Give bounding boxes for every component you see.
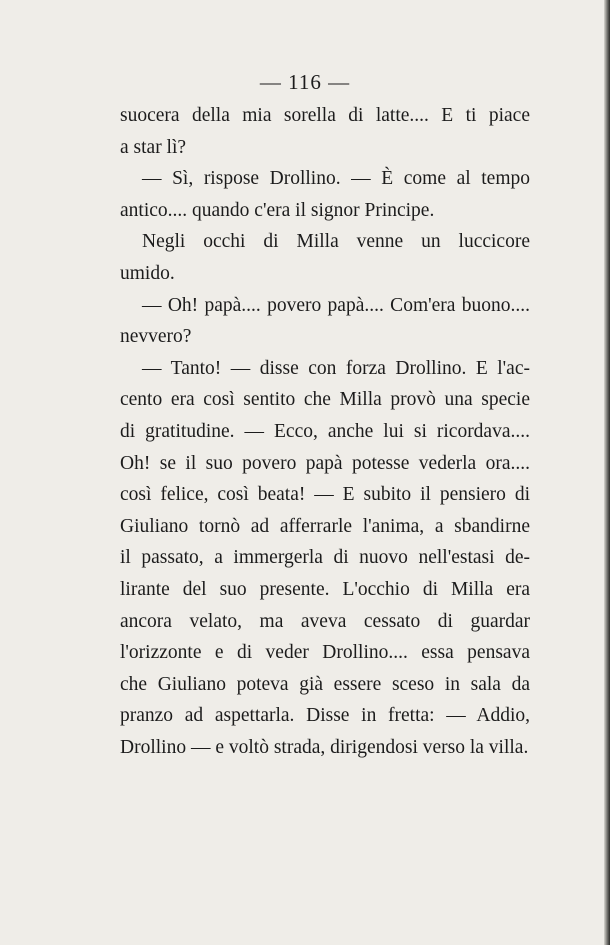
text-line-19: che Giuliano poteva già essere sceso in sala da bbox=[120, 673, 530, 695]
text-line-13: così felice, così beata! — E subito il pensiero di bbox=[120, 484, 530, 506]
text-line-15: il passato, a immergerla di nuovo nell'estasi de- bbox=[120, 547, 530, 569]
page-binding-edge bbox=[604, 0, 610, 945]
text-line-9: — Tanto! — disse con forza Drollino. E l'ac- bbox=[142, 357, 530, 379]
page-number-header: — 116 — bbox=[259, 70, 351, 94]
text-line-5: Negli occhi di Milla venne un luccicore bbox=[142, 231, 530, 253]
text-line-12: Oh! se il suo povero papà potesse vederla ora.... bbox=[120, 452, 530, 474]
text-line-16: lirante del suo presente. L'occhio di Milla era bbox=[120, 578, 530, 600]
text-line-6: umido. bbox=[120, 262, 175, 284]
text-line-2: a star lì? bbox=[120, 136, 187, 158]
text-line-17: ancora velato, ma aveva cessato di guardar bbox=[120, 610, 530, 632]
text-line-21: Drollino — e voltò strada, dirigendosi verso la villa. bbox=[120, 736, 529, 758]
text-line-20: pranzo ad aspettarla. Disse in fretta: — Addio, bbox=[120, 705, 530, 727]
text-line-10: cento era così sentito che Milla provò una specie bbox=[120, 389, 530, 411]
text-line-18: l'orizzonte e di veder Drollino.... essa pensava bbox=[120, 642, 530, 664]
text-line-8: nevvero? bbox=[120, 326, 192, 348]
text-line-1: suocera della mia sorella di latte.... E ti piace bbox=[120, 105, 530, 126]
text-line-11: di gratitudine. — Ecco, anche lui si ricordava.... bbox=[120, 420, 530, 442]
text-line-3: — Sì, rispose Drollino. — È come al tempo bbox=[142, 168, 530, 190]
text-line-7: — Oh! papà.... povero papà.... Com'era buono.... bbox=[142, 294, 530, 316]
body-text bbox=[120, 100, 530, 763]
text-line-14: Giuliano tornò ad afferrarle l'anima, a sbandirne bbox=[120, 515, 530, 537]
text-line-4: antico.... quando c'era il signor Principe. bbox=[120, 199, 435, 221]
